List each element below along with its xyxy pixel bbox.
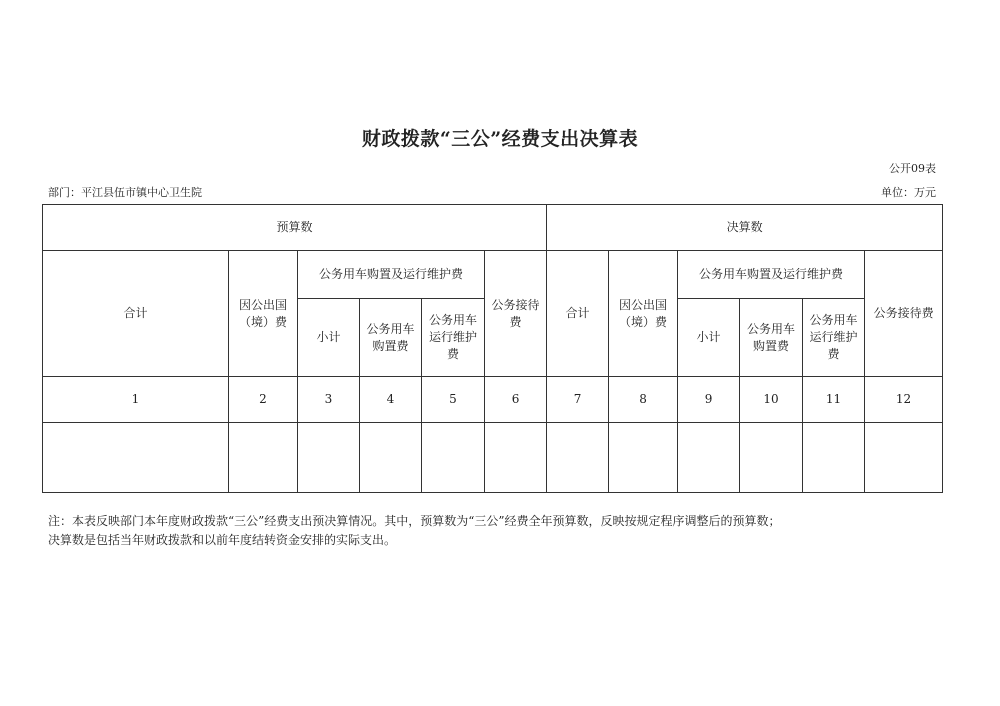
data-cell bbox=[360, 423, 422, 493]
header-vehicle-group-final: 公务用车购置及运行维护费 bbox=[678, 251, 865, 299]
data-row bbox=[43, 423, 943, 493]
index-cell: 5 bbox=[422, 377, 485, 423]
index-cell: 4 bbox=[360, 377, 422, 423]
header-subtotal-budget: 小计 bbox=[298, 299, 360, 377]
data-cell bbox=[485, 423, 547, 493]
index-cell: 7 bbox=[547, 377, 609, 423]
index-cell: 3 bbox=[298, 377, 360, 423]
data-cell bbox=[803, 423, 865, 493]
data-cell bbox=[422, 423, 485, 493]
header-abroad-budget: 因公出国（境）费 bbox=[229, 251, 298, 377]
unit-label: 单位：万元 bbox=[881, 186, 936, 199]
header-final: 决算数 bbox=[547, 205, 943, 251]
form-number: 公开09表 bbox=[889, 162, 936, 175]
index-row bbox=[43, 377, 943, 423]
data-cell bbox=[547, 423, 609, 493]
three-public-expense-table bbox=[42, 204, 943, 493]
index-cell: 11 bbox=[803, 377, 865, 423]
page-title: 财政拨款“三公”经费支出决算表 bbox=[361, 128, 639, 150]
data-cell bbox=[298, 423, 360, 493]
index-cell: 2 bbox=[229, 377, 298, 423]
index-cell: 1 bbox=[43, 377, 229, 423]
index-cell: 9 bbox=[678, 377, 740, 423]
header-vehicle-purchase-final: 公务用车购置费 bbox=[740, 299, 803, 377]
header-budget: 预算数 bbox=[43, 205, 547, 251]
header-total-budget: 合计 bbox=[43, 251, 229, 377]
index-cell: 6 bbox=[485, 377, 547, 423]
data-cell bbox=[678, 423, 740, 493]
header-vehicle-purchase-budget: 公务用车购置费 bbox=[360, 299, 422, 377]
header-reception-budget: 公务接待费 bbox=[485, 251, 547, 377]
header-subtotal-final: 小计 bbox=[678, 299, 740, 377]
footnote bbox=[48, 512, 948, 550]
column-header-row bbox=[43, 251, 943, 299]
data-cell bbox=[865, 423, 943, 493]
index-cell: 8 bbox=[609, 377, 678, 423]
data-cell bbox=[43, 423, 229, 493]
header-abroad-final: 因公出国（境）费 bbox=[609, 251, 678, 377]
header-reception-final: 公务接待费 bbox=[865, 251, 943, 377]
header-total-final: 合计 bbox=[547, 251, 609, 377]
department-label: 部门：平江县伍市镇中心卫生院 bbox=[48, 186, 202, 199]
footnote-line-2: 决算数是包括当年财政拨款和以前年度结转资金安排的实际支出。 bbox=[48, 533, 397, 547]
header-vehicle-group-budget: 公务用车购置及运行维护费 bbox=[298, 251, 485, 299]
data-cell bbox=[740, 423, 803, 493]
header-vehicle-operation-final: 公务用车运行维护费 bbox=[803, 299, 865, 377]
index-cell: 10 bbox=[740, 377, 803, 423]
group-header-row bbox=[43, 205, 943, 251]
data-cell bbox=[609, 423, 678, 493]
data-cell bbox=[229, 423, 298, 493]
index-cell: 12 bbox=[865, 377, 943, 423]
header-vehicle-operation-budget: 公务用车运行维护费 bbox=[422, 299, 485, 377]
footnote-line-1: 注：本表反映部门本年度财政拨款“三公”经费支出预决算情况。其中，预算数为“三公”经费全年预算数，反映按规定程序调整后的预算数； bbox=[48, 514, 781, 528]
